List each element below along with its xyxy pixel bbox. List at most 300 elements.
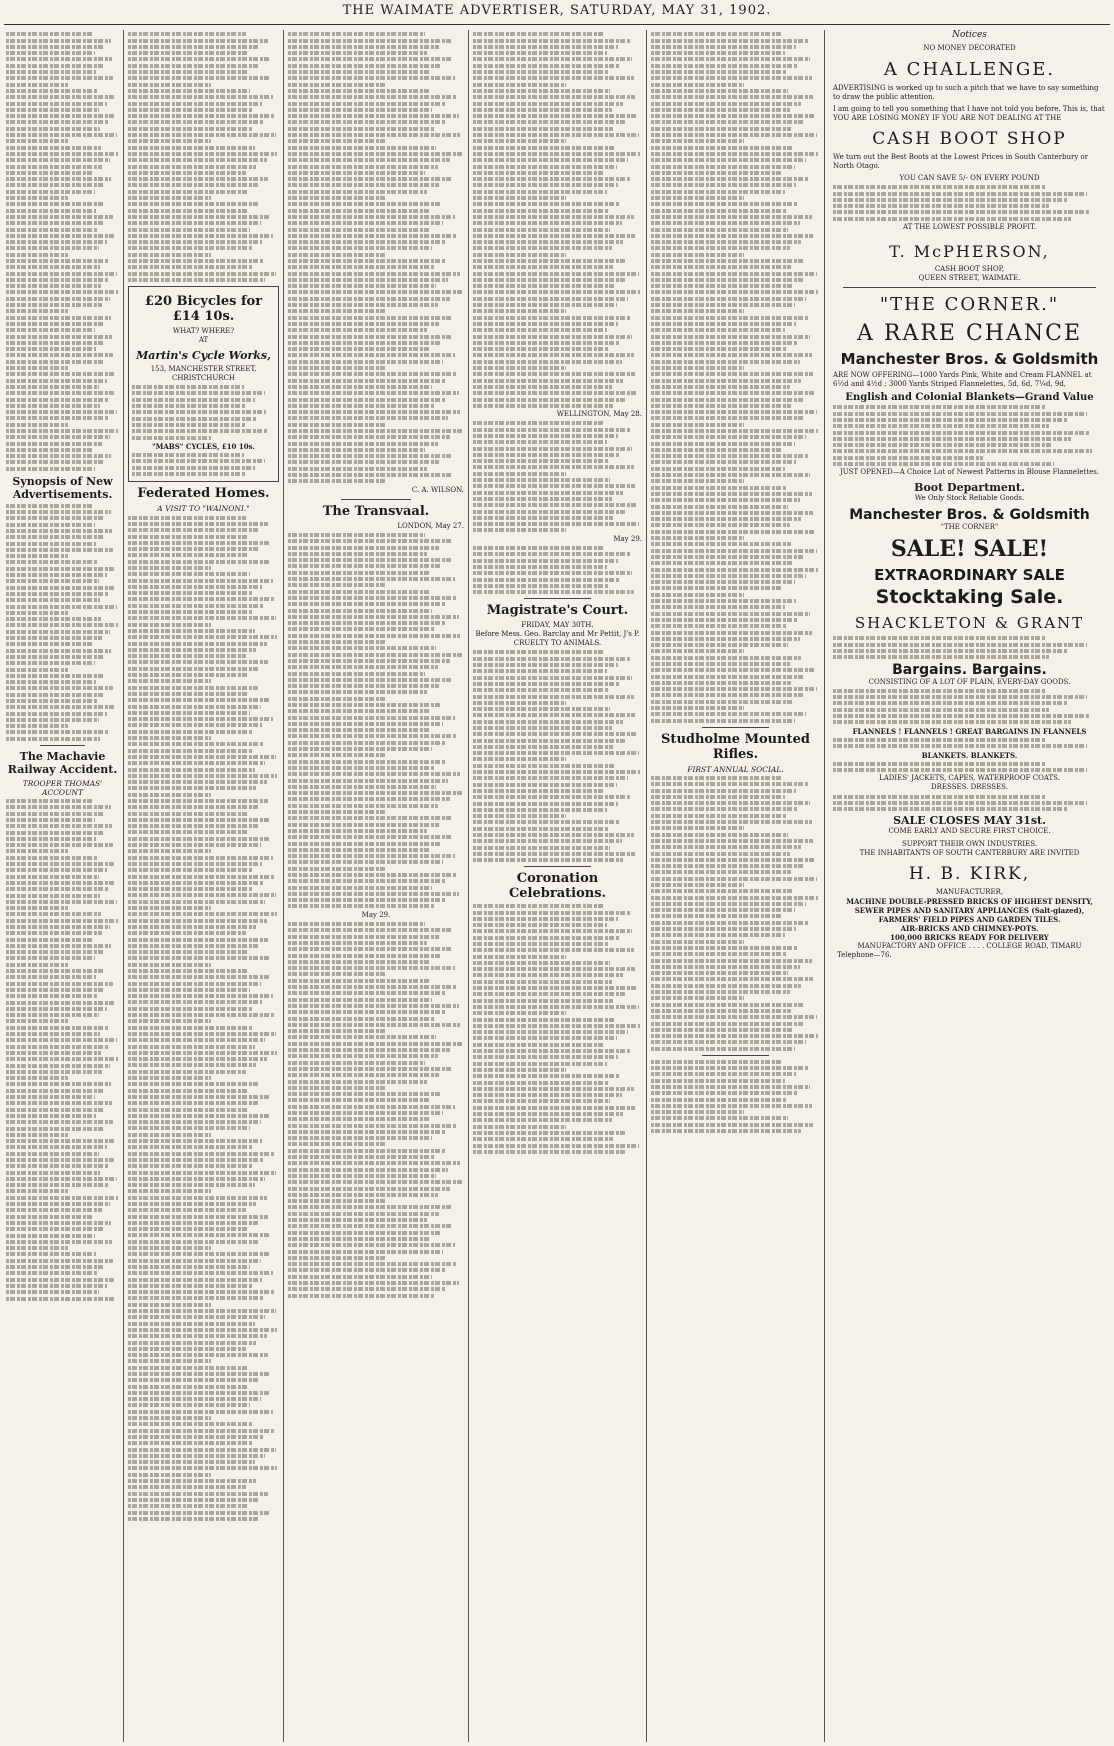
kirk-name: H. B. KIRK, <box>908 863 1031 884</box>
text-line <box>128 127 253 131</box>
text-line <box>651 234 813 238</box>
text-line <box>128 642 267 646</box>
text-line <box>473 911 630 915</box>
text-line <box>473 404 613 408</box>
text-line <box>132 453 244 457</box>
text-line <box>128 202 259 206</box>
text-line <box>473 102 623 106</box>
text-line <box>128 1347 246 1351</box>
inhabitants-line: THE INHABITANTS OF SOUTH CANTERBURY ARE INVITED <box>859 848 1080 857</box>
text-line <box>128 209 249 213</box>
text-line <box>651 1129 801 1133</box>
text-line <box>651 511 813 515</box>
text-line <box>651 303 795 307</box>
text-line <box>128 931 246 935</box>
text-line <box>128 1202 256 1206</box>
text-line <box>473 559 618 563</box>
text-line <box>651 921 808 925</box>
text-line <box>473 202 620 206</box>
text-line <box>6 630 110 634</box>
text-line <box>651 599 796 603</box>
text-line <box>651 45 796 49</box>
text-line <box>473 1150 627 1154</box>
text-line <box>473 1024 640 1028</box>
text-line <box>128 780 267 784</box>
text-line <box>6 1019 68 1023</box>
text-line <box>6 573 107 577</box>
text-line <box>473 240 623 244</box>
text-line <box>288 854 455 858</box>
text-line <box>6 1007 107 1011</box>
text-line <box>288 183 439 187</box>
text-line <box>6 824 112 828</box>
text-line <box>132 398 255 402</box>
text-line <box>833 762 1046 766</box>
text-line <box>288 391 459 395</box>
text-line <box>6 385 99 389</box>
text-line <box>288 272 460 276</box>
text-line <box>473 51 607 55</box>
stocktaking-sale: Stocktaking Sale. <box>875 586 1064 609</box>
text-line <box>128 1485 246 1489</box>
text-line <box>473 45 618 49</box>
text-line <box>651 246 790 250</box>
text-line <box>288 922 425 926</box>
text-line <box>128 1504 247 1508</box>
text-line <box>651 889 793 893</box>
text-line <box>473 802 618 806</box>
text-line <box>651 51 785 55</box>
text-line <box>6 435 110 439</box>
text-line <box>128 686 259 690</box>
text-line <box>473 347 608 351</box>
text-line <box>288 353 455 357</box>
text-line <box>6 712 107 716</box>
text-line <box>6 900 117 904</box>
text-line <box>651 259 803 263</box>
text-line <box>651 146 793 150</box>
text-line <box>288 39 452 43</box>
text-line <box>288 898 446 902</box>
text-line <box>288 1136 432 1140</box>
bicycles-address: 153, MANCHESTER STREET, CHRISTCHURCH <box>150 364 257 382</box>
text-line <box>651 83 744 87</box>
text-line <box>288 1187 450 1191</box>
text-line <box>128 572 250 576</box>
text-line <box>651 914 783 918</box>
text-line <box>128 755 276 759</box>
text-line <box>128 919 267 923</box>
text-line <box>833 655 1049 659</box>
text-line <box>6 843 113 847</box>
text-line <box>6 1070 102 1074</box>
text-line <box>6 699 98 703</box>
text-line <box>6 1246 68 1250</box>
text-line <box>288 473 453 477</box>
text-line <box>128 591 252 595</box>
text-line <box>288 558 453 562</box>
text-line <box>288 1048 450 1052</box>
text-line <box>128 1498 258 1502</box>
text-line <box>6 1208 102 1212</box>
text-line <box>6 1101 112 1105</box>
text-line <box>651 549 817 553</box>
text-line <box>651 782 808 786</box>
text-line <box>473 1011 566 1015</box>
text-line <box>473 114 637 118</box>
text-line <box>833 210 1090 214</box>
text-line <box>473 316 630 320</box>
text-line <box>6 718 99 722</box>
text-line <box>833 636 1046 640</box>
text-line <box>651 278 805 282</box>
text-line <box>651 807 798 811</box>
text-line <box>128 83 211 87</box>
text-line <box>651 864 803 868</box>
text-line <box>6 1045 109 1049</box>
advertisement-text <box>833 185 1106 220</box>
text-line <box>288 328 427 332</box>
article-text <box>6 504 119 741</box>
text-line <box>128 1378 259 1382</box>
text-line <box>833 185 1046 189</box>
text-line <box>473 833 634 837</box>
text-line <box>6 868 107 872</box>
text-line <box>288 202 441 206</box>
text-line <box>128 1353 268 1357</box>
text-line <box>473 398 625 402</box>
text-line <box>128 660 268 664</box>
text-line <box>6 1215 94 1219</box>
bargains-sub: CONSISTING OF A LOT OF PLAIN, EVERY-DAY GOODS. <box>868 677 1071 686</box>
text-line <box>128 786 256 790</box>
text-line <box>6 994 98 998</box>
text-line <box>833 418 1068 422</box>
the-corner-title: "THE CORNER." <box>879 294 1060 316</box>
text-line <box>473 171 605 175</box>
masthead-rule <box>4 24 1110 25</box>
text-line <box>473 1099 610 1103</box>
text-line <box>128 1410 273 1414</box>
text-line <box>128 629 255 633</box>
text-line <box>288 665 438 669</box>
text-line <box>6 906 68 910</box>
text-line <box>288 684 439 688</box>
text-line <box>128 165 256 169</box>
text-line <box>288 697 385 701</box>
text-line <box>6 139 68 143</box>
text-line <box>6 529 112 533</box>
text-line <box>288 1281 459 1285</box>
text-line <box>473 453 620 457</box>
text-line <box>473 259 625 263</box>
text-line <box>288 1205 452 1209</box>
text-line <box>6 1284 107 1288</box>
text-line <box>6 1076 68 1080</box>
text-line <box>128 1454 265 1458</box>
text-line <box>6 837 96 841</box>
text-line <box>473 578 620 582</box>
advertisement-text <box>132 453 275 476</box>
text-line <box>473 108 612 112</box>
text-line <box>6 1152 99 1156</box>
text-line <box>288 215 455 219</box>
text-line <box>6 228 98 232</box>
text-line <box>833 695 1087 699</box>
notices-label: Notices <box>952 30 987 40</box>
text-line <box>6 448 94 452</box>
text-line <box>651 593 744 597</box>
text-line <box>6 856 98 860</box>
text-line <box>651 1060 783 1064</box>
text-line <box>651 719 795 723</box>
text-line <box>651 341 798 345</box>
text-line <box>473 948 634 952</box>
text-line <box>473 776 628 780</box>
text-line <box>651 858 815 862</box>
text-line <box>288 966 455 970</box>
text-line <box>288 1149 446 1153</box>
text-line <box>128 1007 252 1011</box>
text-line <box>833 714 1090 718</box>
text-line <box>6 516 103 520</box>
text-line <box>651 530 815 534</box>
text-line <box>651 196 744 200</box>
text-line <box>128 1063 256 1067</box>
text-line <box>473 1036 617 1040</box>
text-line <box>128 114 274 118</box>
text-line <box>651 523 790 527</box>
text-line <box>288 760 446 764</box>
text-line <box>288 533 425 537</box>
headline-studholme: Studholme Mounted Rifles. <box>661 731 810 762</box>
text-line <box>128 768 255 772</box>
article-text <box>473 650 642 862</box>
text-line <box>6 510 111 514</box>
text-line <box>288 747 432 751</box>
text-line <box>288 941 427 945</box>
text-line <box>651 561 793 565</box>
text-line <box>651 215 812 219</box>
text-line <box>128 1511 270 1515</box>
text-line <box>128 1038 265 1042</box>
text-line <box>288 347 429 351</box>
text-line <box>833 437 1071 441</box>
text-line <box>473 379 623 383</box>
text-line <box>651 712 806 716</box>
text-line <box>6 686 113 690</box>
text-line <box>473 1106 635 1110</box>
text-line <box>288 127 434 131</box>
text-line <box>288 848 429 852</box>
dateline-london: LONDON, May 27. <box>397 521 464 530</box>
text-line <box>128 1391 271 1395</box>
text-line <box>6 1290 99 1294</box>
text-line <box>288 398 446 402</box>
text-line <box>288 928 452 932</box>
text-line <box>132 423 246 427</box>
text-line <box>473 328 607 332</box>
text-line <box>6 322 103 326</box>
text-line <box>128 679 211 683</box>
text-line <box>833 701 1068 705</box>
advertisement-text <box>132 385 275 439</box>
text-line <box>473 732 637 736</box>
text-line <box>473 228 610 232</box>
text-line <box>473 955 566 959</box>
text-line <box>128 1026 253 1030</box>
text-line <box>651 668 815 672</box>
divider <box>524 866 592 867</box>
text-line <box>473 335 632 339</box>
text-line <box>128 1108 249 1112</box>
text-line <box>651 328 785 332</box>
text-line <box>288 479 385 483</box>
text-line <box>473 152 640 156</box>
divider <box>843 287 1096 288</box>
text-line <box>651 902 806 906</box>
text-line <box>128 623 211 627</box>
text-line <box>6 265 100 269</box>
text-line <box>288 366 385 370</box>
text-line <box>128 1139 262 1143</box>
text-line <box>288 309 385 313</box>
text-line <box>288 1250 443 1254</box>
text-line <box>6 1221 111 1225</box>
blankets-head: English and Colonial Blankets—Grand Value <box>845 392 1094 404</box>
text-line <box>651 460 796 464</box>
text-line <box>473 590 634 594</box>
text-line <box>128 1328 277 1332</box>
text-line <box>6 64 104 68</box>
text-line <box>6 328 95 332</box>
kirk-line-4: AIR-BRICKS AND CHIMNEY-POTS. <box>900 923 1039 933</box>
text-line <box>288 571 429 575</box>
challenge-body: ADVERTISING is worked up to such a pitch that we have to say something to draw the public attention. <box>833 84 1099 101</box>
text-line <box>651 984 801 988</box>
text-line <box>651 977 813 981</box>
text-line <box>473 1093 622 1097</box>
text-line <box>6 108 99 112</box>
text-line <box>473 789 605 793</box>
text-line <box>128 1252 271 1256</box>
text-line <box>6 278 109 282</box>
text-line <box>6 1013 99 1017</box>
text-line <box>128 717 273 721</box>
text-line <box>288 177 452 181</box>
text-line <box>473 64 620 68</box>
text-line <box>6 190 95 194</box>
text-line <box>473 827 608 831</box>
text-line <box>128 516 246 520</box>
text-line <box>288 454 452 458</box>
text-line <box>473 322 618 326</box>
text-line <box>288 810 385 814</box>
court-date: FRIDAY, MAY 30TH. <box>521 621 594 630</box>
mcpherson-shop: CASH BOOT SHOP, <box>934 265 1005 274</box>
text-line <box>6 956 95 960</box>
text-line <box>473 929 632 933</box>
text-line <box>128 177 268 181</box>
text-line <box>6 353 113 357</box>
text-line <box>288 546 439 550</box>
text-line <box>6 1127 105 1131</box>
text-line <box>288 960 429 964</box>
article-text <box>473 546 642 594</box>
text-line <box>128 1082 258 1086</box>
text-line <box>473 472 566 476</box>
text-line <box>128 730 252 734</box>
text-line <box>128 579 273 583</box>
text-line <box>288 1035 436 1039</box>
text-line <box>6 335 112 339</box>
telephone: Telephone—76. <box>837 950 892 959</box>
text-line <box>473 546 605 550</box>
dateline-wellington: WELLINGTON, May 28. <box>556 410 642 419</box>
text-line <box>651 165 795 169</box>
text-line <box>128 1133 211 1137</box>
text-line <box>651 114 815 118</box>
text-line <box>651 536 744 540</box>
text-line <box>6 605 117 609</box>
text-line <box>128 1466 277 1470</box>
text-line <box>6 642 94 646</box>
text-line <box>473 973 623 977</box>
text-line <box>651 706 744 710</box>
text-line <box>473 428 630 432</box>
text-line <box>651 265 791 269</box>
text-line <box>288 1073 439 1077</box>
text-line <box>651 272 817 276</box>
text-line <box>473 980 612 984</box>
text-line <box>651 814 786 818</box>
text-line <box>833 192 1087 196</box>
text-line <box>833 643 1087 647</box>
text-line <box>128 893 276 897</box>
no-money-decorated: NO MONEY DECORATED <box>923 44 1016 52</box>
text-line <box>473 923 607 927</box>
column-4 <box>473 30 642 1742</box>
text-line <box>6 442 102 446</box>
text-line <box>651 108 790 112</box>
text-line <box>651 177 808 181</box>
text-line <box>651 379 801 383</box>
text-line <box>288 253 385 257</box>
text-line <box>128 196 211 200</box>
text-line <box>128 736 211 740</box>
text-line <box>128 635 277 639</box>
text-line <box>6 925 110 929</box>
text-line <box>473 992 625 996</box>
text-line <box>288 1199 385 1203</box>
text-line <box>288 972 385 976</box>
text-line <box>473 522 639 526</box>
text-line <box>833 689 1046 693</box>
lowest-profit: AT THE LOWEST POSSIBLE PROFIT. <box>902 223 1037 232</box>
text-line <box>6 360 105 364</box>
court-cruelty: CRUELTY TO ANIMALS. <box>513 639 602 648</box>
text-line <box>473 986 637 990</box>
text-line <box>651 612 810 616</box>
divider <box>702 727 770 728</box>
text-line <box>288 879 445 883</box>
article-text <box>288 32 464 483</box>
text-line <box>651 870 791 874</box>
text-line <box>288 722 443 726</box>
text-line <box>128 566 211 570</box>
text-line <box>288 1224 453 1228</box>
text-line <box>128 528 258 532</box>
